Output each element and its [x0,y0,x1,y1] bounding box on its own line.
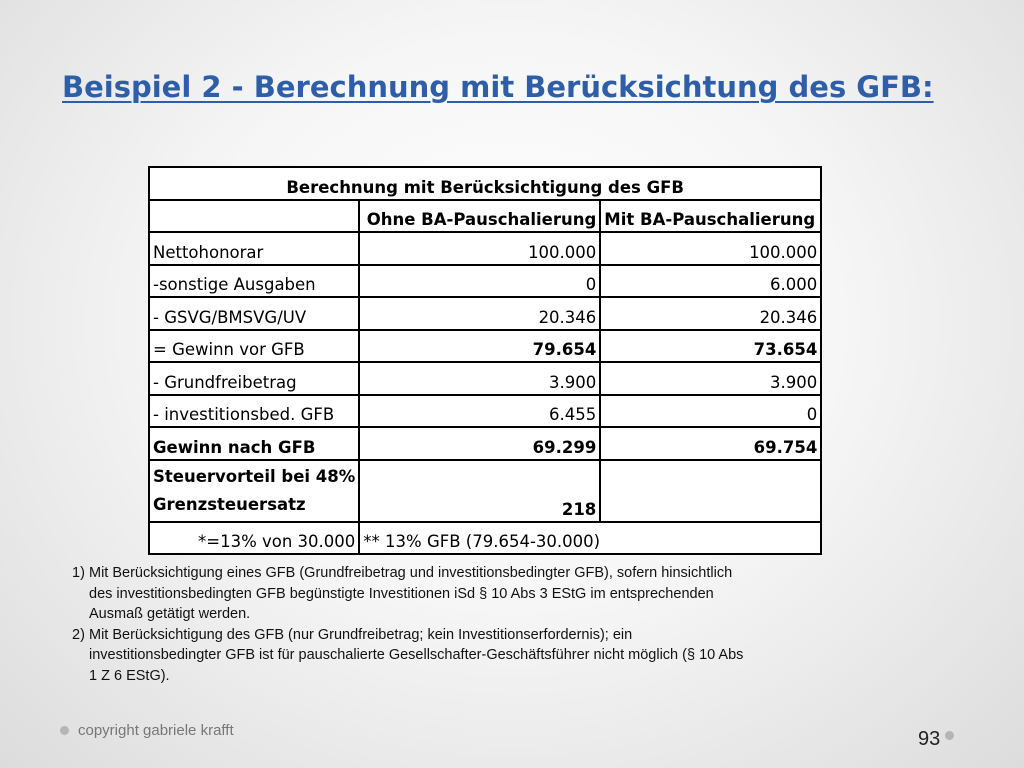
column-header-row [149,200,821,233]
bullet-dot-icon [945,731,954,740]
table-row [149,297,821,330]
slide-title: Beispiel 2 - Berechnung mit Berücksichtung des GFB: [62,70,934,104]
table-header: Berechnung mit Berücksichtigung des GFB [149,167,821,200]
row-label: - Grundfreibetrag [149,362,359,395]
table-header-row [149,167,821,200]
value-mit: 0 [600,395,821,428]
value-ohne: 6.455 [359,395,600,428]
page-number [918,728,954,751]
steuervorteil-ohne: 218 [359,460,600,522]
table-row [149,265,821,298]
value-ohne: 0 [359,265,600,298]
value-mit: 100.000 [600,232,821,265]
value-mit: 73.654 [600,330,821,363]
steuervorteil-label: Steuervorteil bei 48% Grenzsteuersatz [149,460,359,522]
footnote [72,625,872,687]
value-ohne: 3.900 [359,362,600,395]
column-header-mit: Mit BA-Pauschalierung [600,200,821,233]
row-label: Gewinn nach GFB [149,427,359,460]
footnotes [72,563,872,686]
copyright-text: copyright gabriele krafft [78,722,234,739]
row-label: - GSVG/BMSVG/UV [149,297,359,330]
row-label: = Gewinn vor GFB [149,330,359,363]
note-right: ** 13% GFB (79.654-30.000) [359,522,821,555]
value-mit: 6.000 [600,265,821,298]
row-label: - investitionsbed. GFB [149,395,359,428]
table-row [149,427,821,460]
footnote-line: Mit Berücksichtigung eines GFB (Grundfreibetrag und investitionsbedingter GFB), sofern hinsichtlich [89,565,733,581]
footnote [72,563,872,625]
value-ohne: 20.346 [359,297,600,330]
column-header-label [149,200,359,233]
value-ohne: 69.299 [359,427,600,460]
value-mit: 3.900 [600,362,821,395]
bullet-dot-icon [60,726,69,735]
row-label: -sonstige Ausgaben [149,265,359,298]
value-ohne: 100.000 [359,232,600,265]
footnote-line: investitionsbedingter GFB ist für pauschalierte Gesellschafter-Geschäftsführer nicht möglich (§ 10 Abs [89,647,744,663]
value-mit: 20.346 [600,297,821,330]
table-row [149,362,821,395]
note-left: *=13% von 30.000 [149,522,359,555]
value-ohne: 79.654 [359,330,600,363]
steuervorteil-mit [600,460,821,522]
footnote-marker: 2) [72,626,85,643]
page-number-text: 93 [918,728,941,750]
footnote-text [89,563,732,625]
row-label: Nettohonorar [149,232,359,265]
footnote-line: Mit Berücksichtigung des GFB (nur Grundfreibetrag; kein Investitionserfordernis); ein [89,626,633,643]
calculation-table [148,166,822,555]
steuervorteil-row [149,460,821,522]
footnote-line: 1 Z 6 EStG). [89,667,170,684]
value-mit: 69.754 [600,427,821,460]
footnote-marker: 1) [72,565,85,581]
slide-footer [60,722,234,739]
footnote-line: des investitionsbedingten GFB begünstigte Investitionen iSd § 10 Abs 3 EStG im entsprechenden [89,585,714,602]
footnote-text [89,625,743,687]
footnote-line: Ausmaß getätigt werden. [89,606,251,622]
column-header-ohne: Ohne BA-Pauschalierung [359,200,600,233]
table-row [149,330,821,363]
note-row [149,522,821,555]
table-row [149,395,821,428]
table-row [149,232,821,265]
